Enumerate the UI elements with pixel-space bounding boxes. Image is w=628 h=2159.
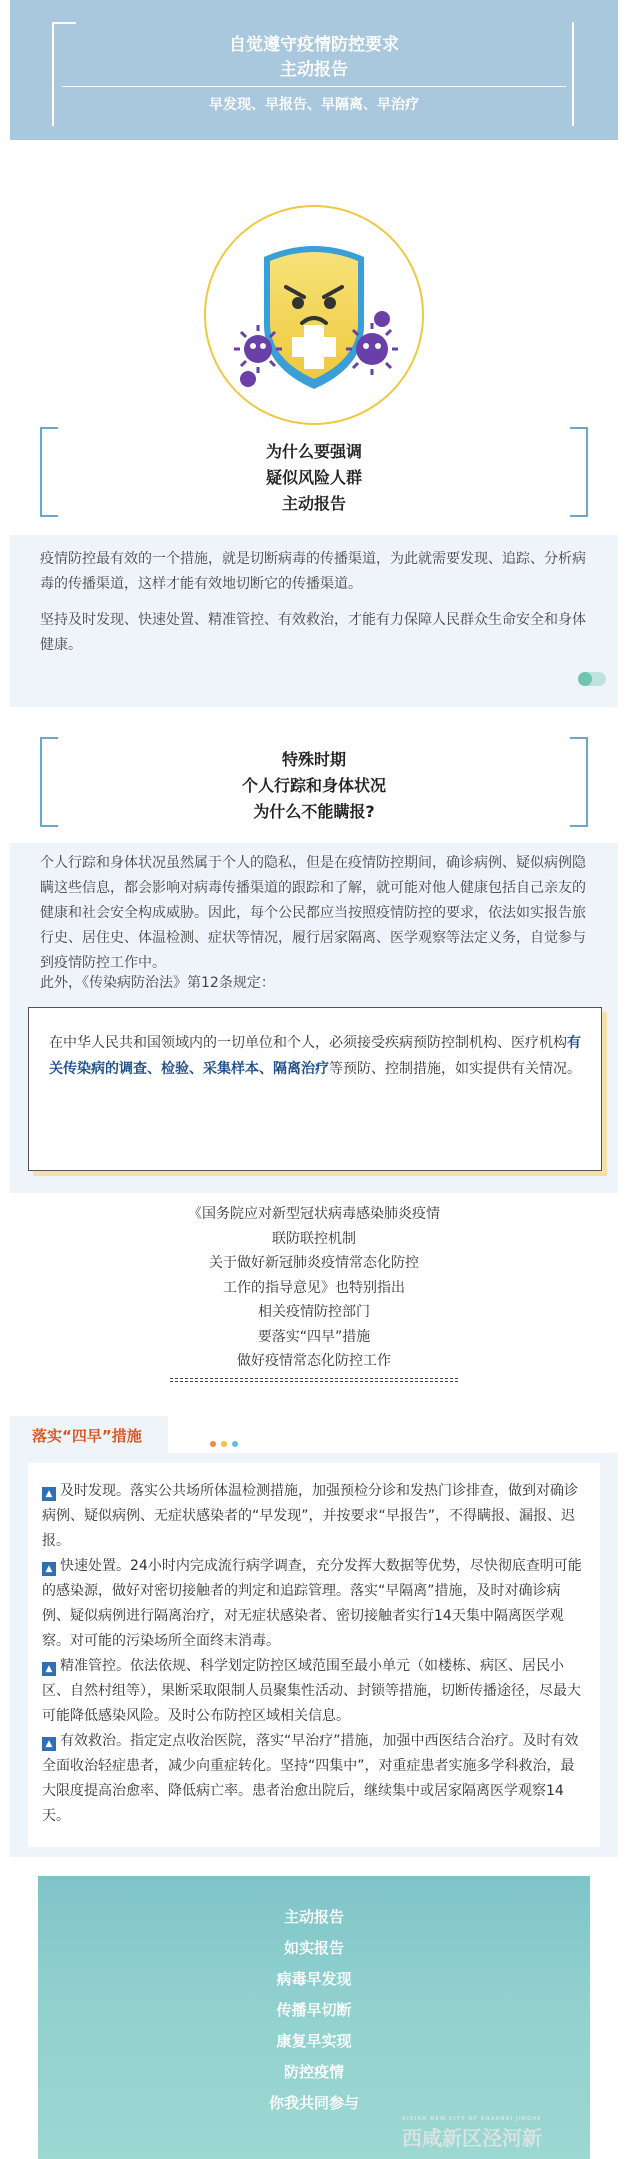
- footer-line: 你我共同参与: [268, 2094, 359, 2112]
- header-banner: [10, 0, 618, 140]
- law-quote-box: [28, 1007, 602, 1171]
- law-quote-text: [49, 1030, 583, 1082]
- decorative-toggle-icon: [578, 672, 606, 686]
- header-title-line2: 主动报告: [280, 60, 348, 80]
- quote-text-post: 等预防、控制措施，如实提供有关情况。: [329, 1061, 581, 1077]
- footer-line: 主动报告: [283, 1908, 344, 1926]
- section1-panel: [10, 535, 618, 707]
- section1-heading-line: 为什么要强调: [265, 442, 362, 461]
- measure-text: 精准管控。依法依规、科学划定防控区域范围至最小单元（如楼栋、病区、居民小区、自然村组等），果断采取限制人员聚集性活动、封锁等措施，切断传播途径，尽最大可能降低感染风险。及时公布防控区域相关信息。: [42, 1658, 581, 1724]
- header-divider: [62, 86, 566, 87]
- section1-heading-line: 疑似风险人群: [265, 468, 362, 487]
- measures-tag: [10, 1416, 168, 1454]
- section2-heading-line: 为什么不能瞒报?: [253, 802, 375, 821]
- section1-paragraph: 疫情防控最有效的一个措施，就是切断病毒的传播渠道，为此就需要发现、追踪、分析病毒的传播渠道，这样才能有效地切断它的传播渠道。: [40, 551, 586, 592]
- measure-text: 有效救治。指定定点收治医院，落实“早治疗”措施，加强中西医结合治疗。及时有效全面收治轻症患者，减少向重症转化。坚持“四集中”，对重症患者实施多学科救治，最大限度提高治愈率、降低病亡率。患者治愈出院后，继续集中或居家隔离医学观察14天。: [42, 1733, 579, 1824]
- shield-virus-illustration: [204, 205, 424, 425]
- watermark: [402, 2116, 542, 2151]
- footer-line: 防控疫情: [283, 2063, 344, 2081]
- quote-text-pre: 在中华人民共和国领域内的一切单位和个人，必须接受疾病预防控制机构、医疗机构: [49, 1035, 567, 1051]
- section1-heading-line: 主动报告: [281, 494, 346, 513]
- measure-text: 及时发现。落实公共场所体温检测措施，加强预检分诊和发热门诊排查，做到对确诊病例、疑似病例、无症状感染者的“早发现”，并按要求“早报告”，不得瞒报、漏报、迟报。: [42, 1483, 578, 1549]
- dashed-divider: [170, 1378, 458, 1382]
- measures-panel: [10, 1453, 618, 1857]
- measures-tag-label: 落实“四早”措施: [32, 1427, 142, 1445]
- footer-line: 康复早实现: [276, 2032, 352, 2050]
- shield-virus-icon: [206, 207, 422, 423]
- footer-line: 如实报告: [283, 1939, 344, 1957]
- watermark-small: XIXIAN NEW CITY OF SHAANXI JINGHE: [402, 2116, 542, 2122]
- section2-heading: [40, 737, 588, 827]
- section2-heading-line: 特殊时期: [281, 750, 346, 769]
- guidance-line: 要落实“四早”措施: [257, 1328, 371, 1345]
- guidance-line: 《国务院应对新型冠状病毒感染肺炎疫情: [188, 1206, 440, 1222]
- guidance-line: 关于做好新冠肺炎疫情常态化防控: [209, 1255, 419, 1271]
- measure-item: [42, 1479, 588, 1554]
- guidance-line: 做好疫情常态化防控工作: [237, 1353, 391, 1369]
- footer-line: 传播早切断: [276, 2001, 352, 2019]
- triangle-bullet-icon: ▲: [42, 1487, 56, 1501]
- measure-text: 快速处置。24小时内完成流行病学调查，充分发挥大数据等优势，尽快彻底查明可能的感染源，做好对密切接触者的判定和追踪管理。落实“早隔离”措施，及时对确诊病例、疑似病例进行隔离治疗，对无症状感染者、密切接触者实行14天集中隔离医学观察。对可能的污染场所全面终末消毒。: [42, 1558, 582, 1649]
- guidance-line: 联防联控机制: [272, 1230, 356, 1247]
- decorative-dots-icon: [210, 1432, 243, 1451]
- guidance-line: 工作的指导意见》也特别指出: [223, 1279, 405, 1296]
- section2-paragraph: 个人行踪和身体状况虽然属于个人的隐私，但是在疫情防控期间，确诊病例、疑似病例隐瞒这些信息，都会影响对病毒传播渠道的跟踪和了解，就可能对他人健康包括自己亲友的健康和社会安全构成威胁。因此，每个公民都应当按照疫情防控的要求，依法如实报告旅行史、居住史、体温检测、症状等情况，履行居家隔离、医学观察等法定义务，自觉参与到疫情防控工作中。: [40, 855, 586, 971]
- watermark-text: 西咸新区泾河新: [402, 2126, 542, 2150]
- triangle-bullet-icon: ▲: [42, 1662, 56, 1676]
- section2-heading-line: 个人行踪和身体状况: [241, 776, 386, 795]
- header-subtitle: 早发现、早报告、早隔离、早治疗: [209, 97, 419, 113]
- measure-item: [42, 1654, 588, 1729]
- quote-highlight: 有关传染病的调查、检验、采集样本、隔离治疗: [49, 1035, 581, 1077]
- measure-item: [42, 1554, 588, 1654]
- measures-list: [42, 1479, 588, 1829]
- guidance-line: 相关疫情防控部门: [258, 1304, 370, 1320]
- section1-heading: [40, 427, 588, 517]
- section1-paragraph: 坚持及时发现、快速处置、精准管控、有效救治，才能有力保障人民群众生命安全和身体健康。: [40, 612, 586, 653]
- footer-line: 病毒早发现: [276, 1970, 352, 1988]
- guidance-text: [0, 1202, 628, 1374]
- triangle-bullet-icon: ▲: [42, 1737, 56, 1751]
- measure-item: [42, 1729, 588, 1829]
- measures-card: [28, 1463, 600, 1847]
- section2-paragraph: 此外，《传染病防治法》第12条规定：: [40, 975, 275, 991]
- triangle-bullet-icon: ▲: [42, 1562, 56, 1576]
- header-title-line1: 自觉遵守疫情防控要求: [229, 35, 399, 55]
